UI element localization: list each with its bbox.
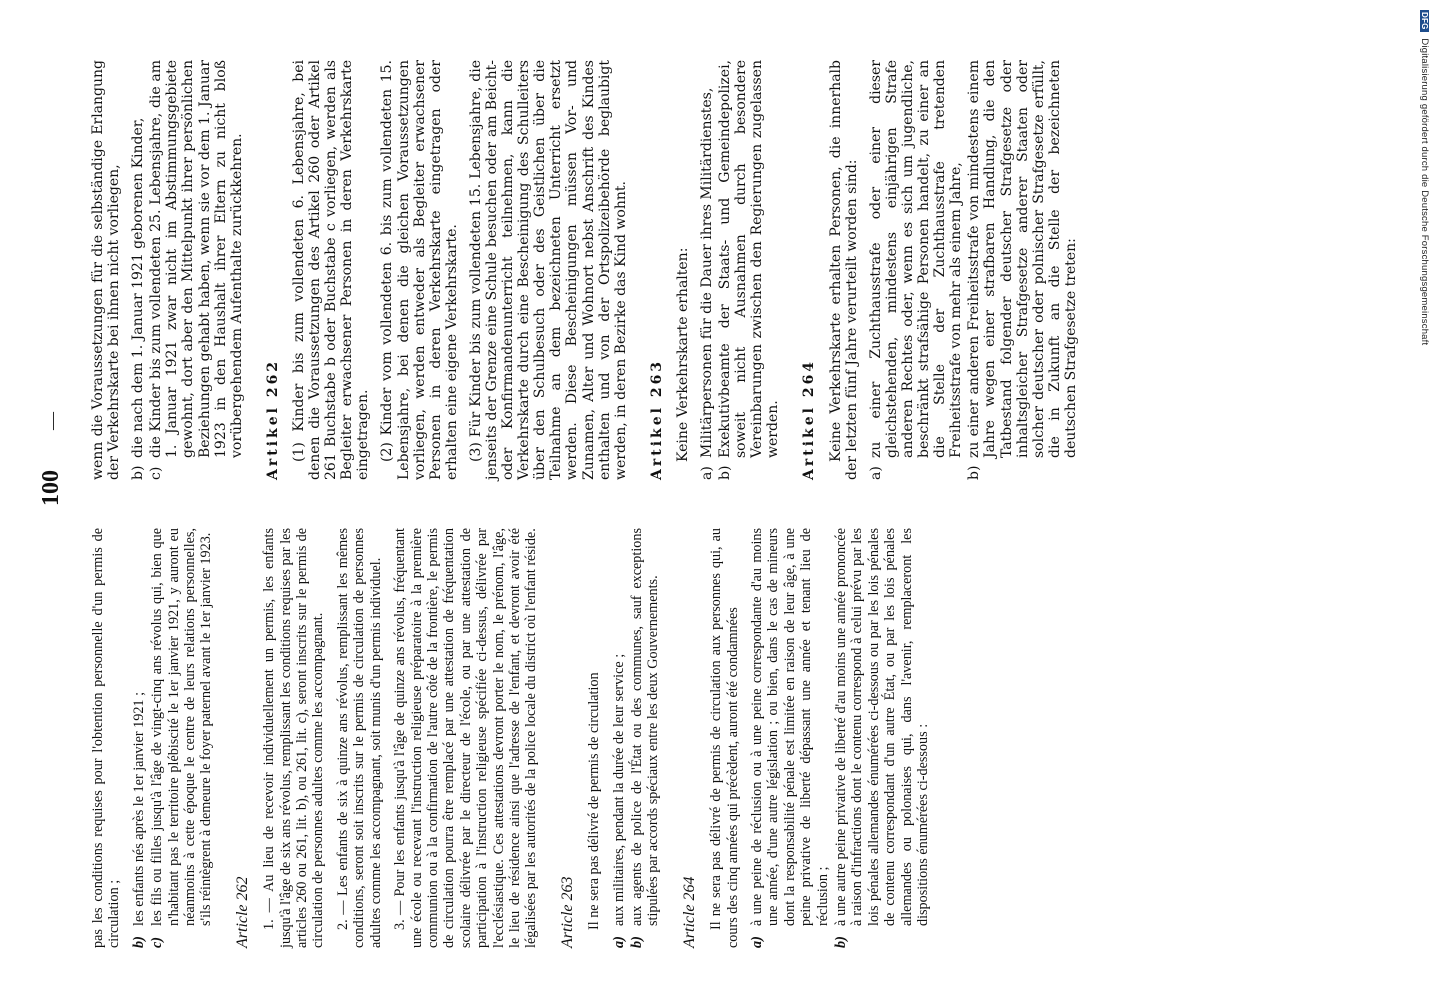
de-article-262-heading: Artikel 262 xyxy=(264,358,281,480)
de-item-b: b) die nach dem 1. Januar 1921 geborenen Kinder, xyxy=(130,117,147,480)
de-item-c: c) die Kinder bis zum vollendeten 25. Lebensjahre, die am 1. Januar 1921 zwar nicht im Abstimmungsgebiete gewohnt, dort aber den Mittelpunkt ihrer persönlichen Beziehungen gehabt haben, wenn sie vor dem 1. Januar 1923 in den Haushalt ihrer Eltern zu nicht bloß vorübergehendem Aufenthalte zurückkehren. xyxy=(148,60,245,480)
fr-263-item-b: b) aux agents de police de l'État ou des communes, sauf exceptions stipulées par accords spéciaux entre les deux Gouvernements. xyxy=(628,528,662,948)
de-264-item-b: b) zu einer anderen Freiheitsstrafe von mindestens einem Jahre wegen einer strafbaren Handlung, die den Tatbestand folgender deutscher Strafgesetze oder inhaltsgleicher Strafgesetze anderer Staaten oder solcher deutscher oder polnischer Strafgesetze erfüllt, die in Zukunft an die Stelle der bezeichneten deutschen Strafgesetze treten: xyxy=(966,60,1079,480)
fr-262-para-2: 2. — Les enfants de six à quinze ans révolus, remplissant les mêmes conditions, seront soit inscrits sur le permis de circulation de personnes adultes comme les accompagnant, soit munis d'un permis individuel. xyxy=(334,528,384,948)
french-column xyxy=(90,528,933,948)
digitization-credit-text: Digitalisierung gefördert durch die Deutsche Forschungsgemeinschaft xyxy=(1419,38,1430,346)
de-article-264-heading: Artikel 264 xyxy=(801,358,818,480)
fr-article-263-heading: Article 263 xyxy=(558,876,576,948)
fr-item-c: c) les fils ou filles jusqu'à l'âge de vingt-cinq ans révolus qui, bien que n'habitant pas le territoire plébiscité le 1er janvier 1921, y auront eu néanmoins à cette époque le centre de leurs relations personnelles, s'ils réintègrent à demeure le foyer paternel avant le 1er janvier 1923. xyxy=(149,528,215,948)
de-263-item-b: b) Exekutivbeamte der Staats- und Gemeindepolizei, soweit nicht Ausnahmen durch besondere Vereinbarungen zwischen den Regierungen zugelassen werden. xyxy=(717,60,782,480)
fr-263-item-a: a) aux militaires, pendant la durée de leur service ; xyxy=(610,653,627,948)
fr-262-para-3: 3. — Pour les enfants jusqu'à l'âge de quinze ans révolus, fréquentant une école ou recevant l'instruction religieuse préparatoire à la première communion ou à la confirmation de l'autre côté de la frontière, le permis de circulation pourra être remplacé par une attestation de fréquentation scolaire délivrée par le directeur de l'école, ou par une attestation de participation à l'instruction religieuse spécifiée ci-dessus, délivrée par l'ecclésiastique. Ces attestations devront porter le nom, le prénom, l'âge, le lieu de résidence ainsi que l'adresse de l'enfant, et devront avoir été légalisées par les autorités de la police locale du district où l'enfant réside. xyxy=(392,528,540,948)
header-dash: — xyxy=(42,412,62,430)
de-263-para: Keine Verkehrskarte erhalten: xyxy=(674,247,691,462)
de-262-para-3: (3) Für Kinder bis zum vollendeten 15. Lebensjahre, die jenseits der Grenze eine Schule besuchen oder am Beicht- oder Konfirmandenunterricht teilnehmen, kann die Verkehrskarte durch eine Bescheinigung des Schulleiters über den Schulbesuch oder des Geistlichen über die Teilnahme an dem bezeichneten Unterricht ersetzt werden. Diese Bescheinigungen müssen Vor- und Zunamen, Alter und Wohnort nebst Anschrift des Kindes enthalten und von der Ortspolizeibehörde beglaubigt werden, in deren Bezirke das Kind wohnt. xyxy=(467,60,629,480)
de-article-263-heading: Artikel 263 xyxy=(648,358,665,480)
fr-264-item-a: a) à une peine de réclusion ou à une peine correspondante d'au moins une année, d'une autre législation ; ou bien, dans le cas de mineurs dont la responsabilité pénale est limitée en raison de leur âge, à une peine privative de liberté dépassant une année et tenant lieu de réclusion ; xyxy=(749,528,831,948)
fr-intro: pas les conditions requises pour l'obtention personnelle d'un permis de circulation ; xyxy=(90,528,123,948)
de-264-item-a: a) zu einer Zuchthausstrafe oder einer dieser gleichstehenden, mindestens einjährigen Strafe anderen Rechtes oder, wenn es sich um jugendliche, beschränkt strafsähige Personen handelt, zu einer an die Stelle der Zuchthausstrafe tretenden Freiheitsstrafe von mehr als einem Jahre, xyxy=(867,60,965,480)
page-number: 100 xyxy=(38,470,64,506)
fr-262-para-1: 1. — Au lieu de recevoir individuellement un permis, les enfants jusqu'à l'âge de six ans révolus, remplissant les conditions requises par les articles 260 ou 261, lit. b), ou 261, lit. c), seront inscrits sur le permis de circulation de personnes adultes comme les accompagnant. xyxy=(261,528,327,948)
fr-item-b: b) les enfants nés après le 1er janvier 1921 ; xyxy=(130,691,147,948)
de-262-para-2: (2) Kinder vom vollendeten 6. bis zum vollendeten 15. Lebensjahre, bei denen die gleichen Voraussetzungen vorliegen, werden entweder als Begleiter erwachsener Personen in deren Verkehrskarte eingetragen oder erhalten eine eigene Verkehrskarte. xyxy=(379,60,460,480)
fr-article-262-heading: Article 262 xyxy=(233,876,251,948)
fr-264-item-b: b) à une autre peine privative de liberté d'au moins une année prononcée à raison d'infractions dont le contenu correspond à celui prévu par les lois pénales allemandes énumérées ci-dessous ou par les lois pénales de contenu correspondant d'un autre État, ou par les lois pénales allemandes ou polonaises qui, dans l'avenir, remplaceront les dispositions énumérées ci-dessous : xyxy=(833,528,932,948)
german-column xyxy=(90,60,1081,480)
fr-article-264-heading: Article 264 xyxy=(680,876,698,948)
fr-263-para: Il ne sera pas délivré de permis de circulation xyxy=(586,672,603,930)
de-264-para: Keine Verkehrskarte erhalten Personen, die innerhalb der letzten fünf Jahre verurteilt worden sind: xyxy=(827,60,860,480)
fr-264-para: Il ne sera pas délivré de permis de circulation aux personnes qui, au cours des cinq années qui précèdent, auront été condamnées xyxy=(708,528,741,948)
digitization-credit xyxy=(1419,10,1430,345)
dfg-logo: DFG xyxy=(1420,12,1429,30)
de-intro: wenn die Voraussetzungen für die selbständige Erlangung der Verkehrskarte bei ihnen nicht vorliegen, xyxy=(90,60,123,480)
de-262-para-1: (1) Kinder bis zum vollendeten 6. Lebensjahre, bei denen die Voraussetzungen des Artikel 260 oder Artikel 261 Buchstabe b oder Buchstabe c vorliegen, werden als Begleiter erwachsener Personen in deren Verkehrskarte eingetragen. xyxy=(290,60,372,480)
de-263-item-a: a) Militärpersonen für die Dauer ihres Militärdienstes, xyxy=(699,87,715,480)
